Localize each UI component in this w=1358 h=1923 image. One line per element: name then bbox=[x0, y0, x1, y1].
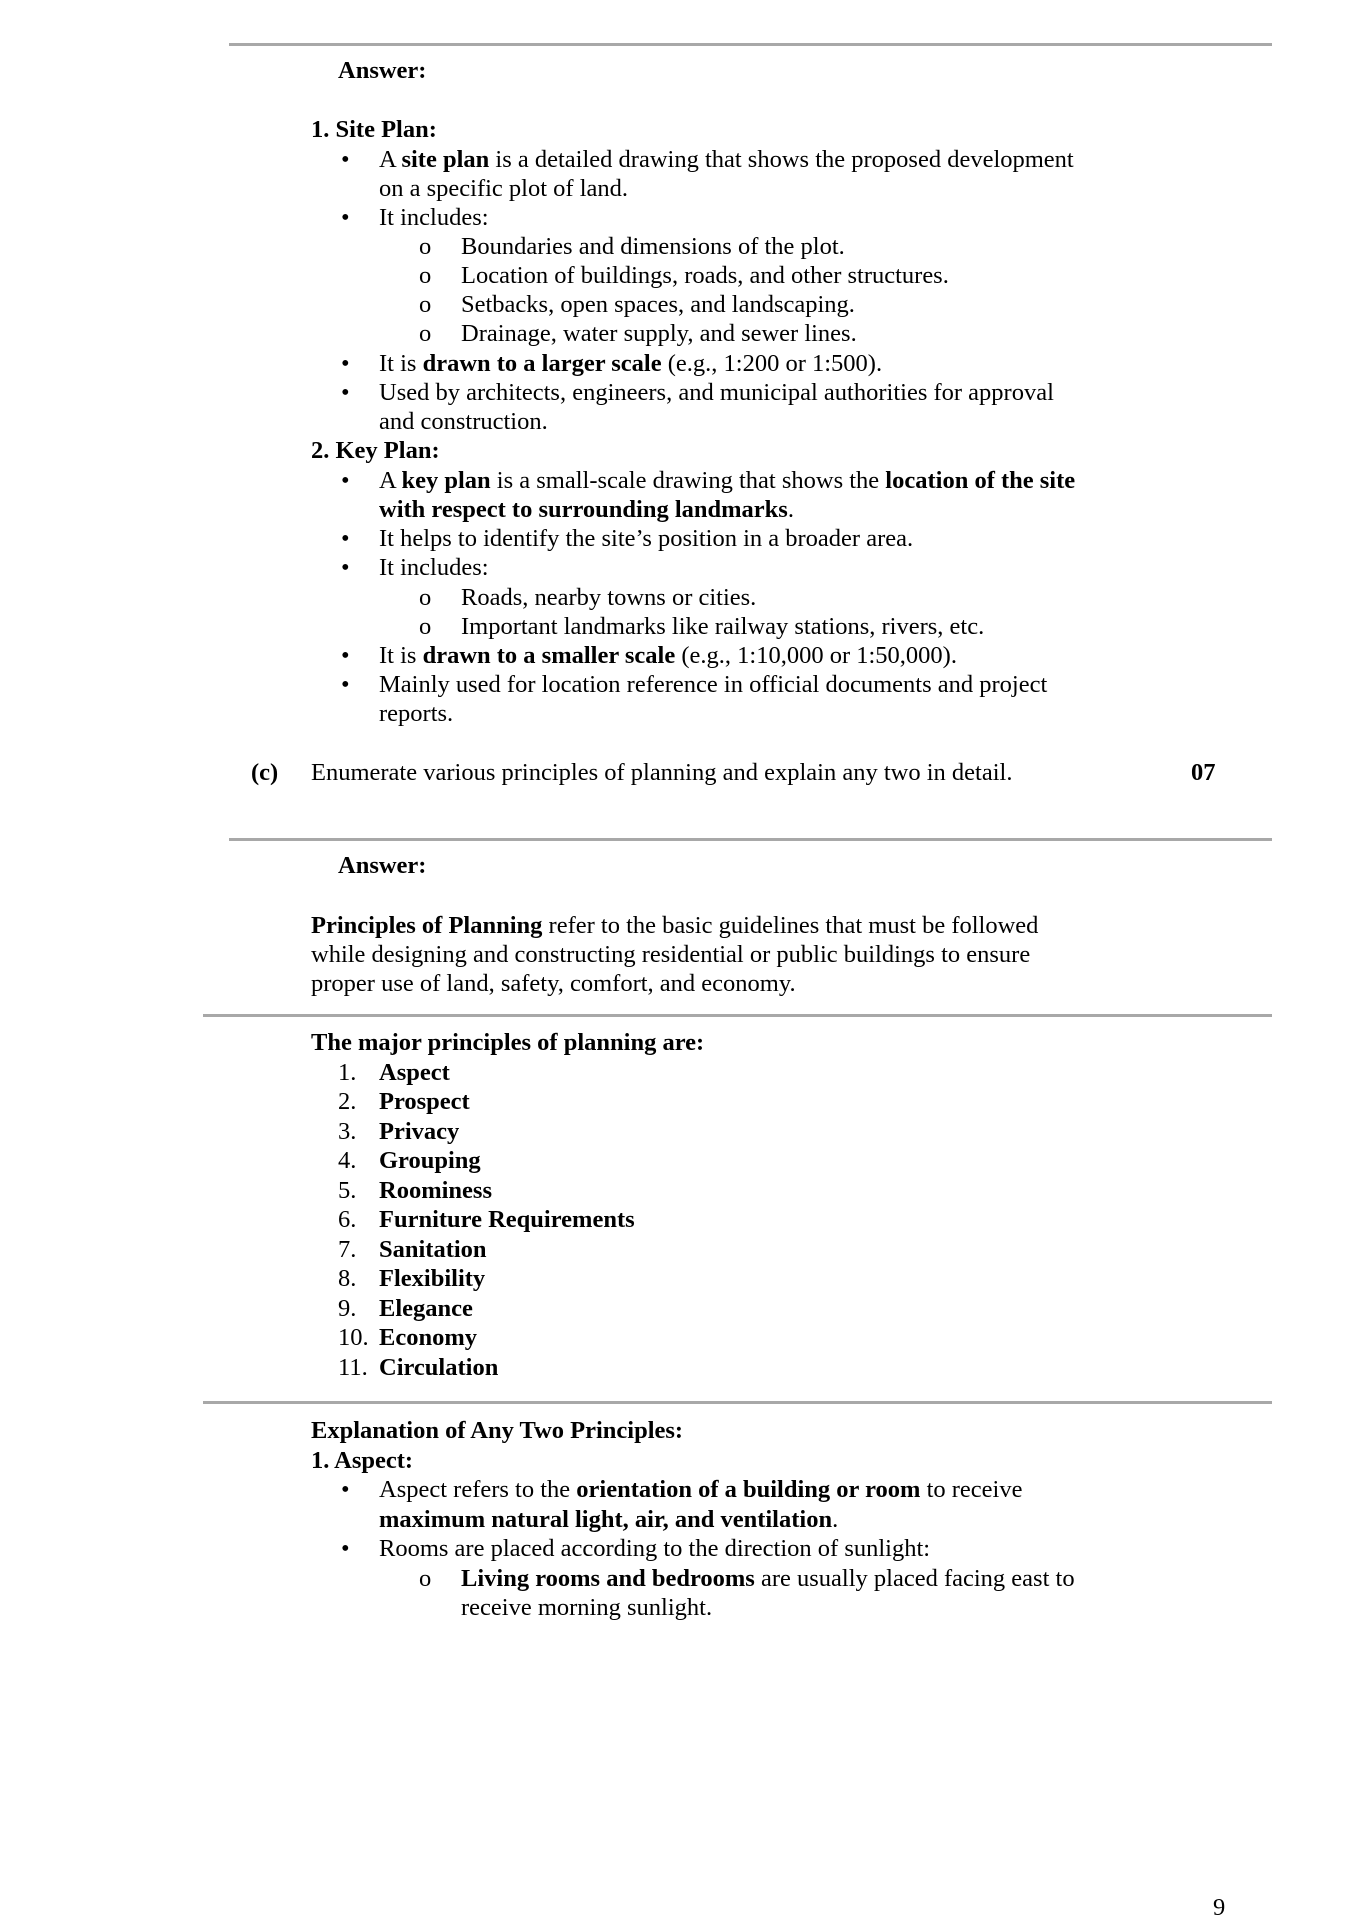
list-item: Furniture Requirements bbox=[379, 1206, 635, 1233]
list-item: Sanitation bbox=[379, 1236, 487, 1263]
list-item: Economy bbox=[379, 1324, 477, 1351]
bullet-icon: • bbox=[341, 146, 350, 173]
list-item: Location of buildings, roads, and other structures. bbox=[461, 262, 949, 289]
principles-list-heading: The major principles of planning are: bbox=[311, 1029, 705, 1056]
bullet-icon: • bbox=[341, 379, 350, 406]
list-number: 3. bbox=[338, 1118, 357, 1145]
site-plan-heading: 1. Site Plan: bbox=[311, 116, 437, 143]
list-item: Circulation bbox=[379, 1354, 499, 1381]
bullet-icon: • bbox=[341, 1535, 350, 1562]
bullet-icon: • bbox=[341, 204, 350, 231]
question-text: Enumerate various principles of planning and explain any two in detail. bbox=[311, 759, 1013, 786]
list-item: Prospect bbox=[379, 1088, 470, 1115]
sub-bullet-icon: o bbox=[419, 584, 432, 611]
key-plan-heading: 2. Key Plan: bbox=[311, 437, 440, 464]
list-item: Roominess bbox=[379, 1177, 492, 1204]
list-item: Grouping bbox=[379, 1147, 481, 1174]
page-number: 9 bbox=[1213, 1894, 1226, 1921]
list-number: 2. bbox=[338, 1088, 357, 1115]
list-item: Boundaries and dimensions of the plot. bbox=[461, 233, 845, 260]
list-number: 8. bbox=[338, 1265, 357, 1292]
list-number: 11. bbox=[338, 1354, 368, 1381]
sub-bullet-icon: o bbox=[419, 613, 432, 640]
answer-label-c: Answer: bbox=[338, 852, 427, 879]
rule-after-list bbox=[203, 1401, 1272, 1404]
list-item: Elegance bbox=[379, 1295, 473, 1322]
aspect-heading: 1. Aspect: bbox=[311, 1447, 414, 1474]
bullet-icon: • bbox=[341, 525, 350, 552]
list-item: Roads, nearby towns or cities. bbox=[461, 584, 757, 611]
list-item: Setbacks, open spaces, and landscaping. bbox=[461, 291, 855, 318]
rule-after-intro bbox=[203, 1014, 1272, 1017]
list-number: 1. bbox=[338, 1059, 357, 1086]
sub-bullet-icon: o bbox=[419, 291, 432, 318]
top-rule bbox=[229, 43, 1272, 46]
bullet-icon: • bbox=[341, 1476, 350, 1503]
list-number: 5. bbox=[338, 1177, 357, 1204]
question-label: (c) bbox=[251, 759, 279, 786]
bullet-icon: • bbox=[341, 350, 350, 377]
list-item: Flexibility bbox=[379, 1265, 486, 1292]
list-item: Privacy bbox=[379, 1118, 460, 1145]
list-number: 6. bbox=[338, 1206, 357, 1233]
sub-bullet-icon: o bbox=[419, 1565, 432, 1592]
answer-label-b: Answer: bbox=[338, 57, 427, 84]
rule-before-answer-c bbox=[229, 838, 1272, 841]
bullet-icon: • bbox=[341, 554, 350, 581]
bullet-icon: • bbox=[341, 467, 350, 494]
list-number: 7. bbox=[338, 1236, 357, 1263]
list-number: 4. bbox=[338, 1147, 357, 1174]
explanation-heading: Explanation of Any Two Principles: bbox=[311, 1417, 684, 1444]
sub-bullet-icon: o bbox=[419, 320, 432, 347]
list-item: Drainage, water supply, and sewer lines. bbox=[461, 320, 857, 347]
list-number: 10. bbox=[338, 1324, 369, 1351]
list-item: Important landmarks like railway stations, rivers, etc. bbox=[461, 613, 985, 640]
bullet-icon: • bbox=[341, 642, 350, 669]
list-number: 9. bbox=[338, 1295, 357, 1322]
bullet-icon: • bbox=[341, 671, 350, 698]
sub-bullet-icon: o bbox=[419, 233, 432, 260]
question-marks: 07 bbox=[1191, 759, 1216, 786]
list-item: Aspect bbox=[379, 1059, 450, 1086]
sub-bullet-icon: o bbox=[419, 262, 432, 289]
